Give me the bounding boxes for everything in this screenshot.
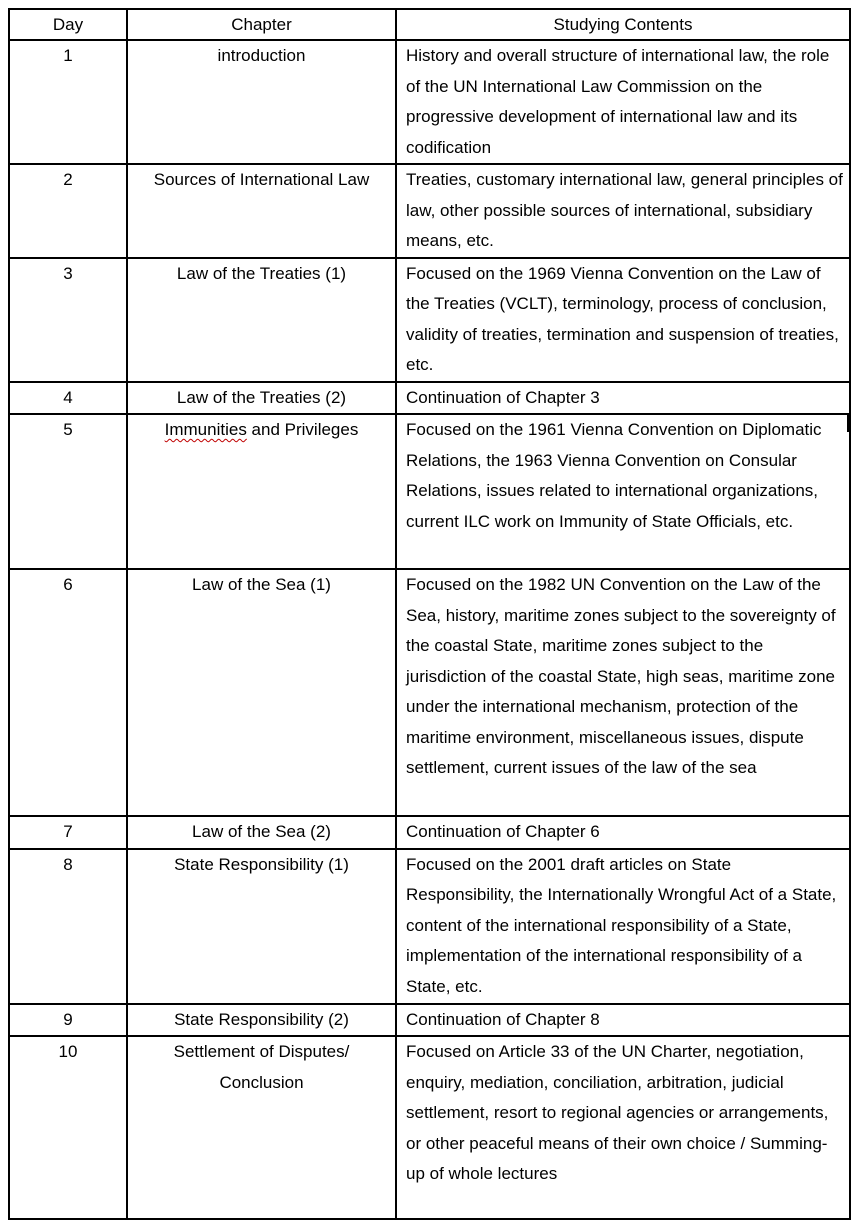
day-cell: 6 [9, 569, 127, 816]
chapter-cell: State Responsibility (1) [127, 849, 396, 1004]
misspelled-word: Immunities [164, 420, 247, 439]
chapter-cell: State Responsibility (2) [127, 1004, 396, 1037]
chapter-cell: Sources of International Law [127, 164, 396, 258]
day-cell: 5 [9, 414, 127, 569]
chapter-cell: Immunities and Privileges [127, 414, 396, 569]
contents-cell: Focused on the 1969 Vienna Convention on the Law of the Treaties (VCLT), terminology, process of conclusion, validity of treaties, termination and suspension of treaties, etc. [396, 258, 850, 382]
chapter-cell: Law of the Treaties (1) [127, 258, 396, 382]
table-row [9, 569, 850, 816]
table-row [9, 40, 850, 164]
table-row [9, 849, 850, 1004]
chapter-cell: introduction [127, 40, 396, 164]
chapter-cell: Law of the Sea (2) [127, 816, 396, 849]
chapter-cell: Settlement of Disputes/ Conclusion [127, 1036, 396, 1219]
chapter-cell: Law of the Treaties (2) [127, 382, 396, 415]
table-row [9, 816, 850, 849]
day-cell: 1 [9, 40, 127, 164]
day-cell: 3 [9, 258, 127, 382]
table-row [9, 164, 850, 258]
contents-cell: Focused on the 1982 UN Convention on the Law of the Sea, history, maritime zones subject to the sovereignty of the coastal State, maritime zones subject to the jurisdiction of the coastal State, high seas, maritime zone under the international mechanism, protection of the maritime environment, miscellaneous issues, dispute settlement, current issues of the law of the sea [396, 569, 850, 816]
contents-cell: History and overall structure of international law, the role of the UN International Law Commission on the progressive development of international law and its codification [396, 40, 850, 164]
contents-cell: Focused on Article 33 of the UN Charter, negotiation, enquiry, mediation, conciliation, arbitration, judicial settlement, resort to regional agencies or arrangements, or other peaceful means of their own choice / Summing-up of whole lectures [396, 1036, 850, 1219]
day-cell: 4 [9, 382, 127, 415]
header-chapter: Chapter [127, 9, 396, 40]
day-cell: 2 [9, 164, 127, 258]
chapter-cell: Law of the Sea (1) [127, 569, 396, 816]
table-row [9, 258, 850, 382]
header-row [9, 9, 850, 40]
day-cell: 7 [9, 816, 127, 849]
contents-cell: Continuation of Chapter 3 [396, 382, 850, 415]
table-row [9, 1036, 850, 1219]
contents-cell: Continuation of Chapter 6 [396, 816, 850, 849]
syllabus-table [8, 8, 851, 1220]
text-cursor-mark [847, 413, 851, 432]
table-row [9, 382, 850, 415]
header-studying-contents: Studying Contents [396, 9, 850, 40]
day-cell: 8 [9, 849, 127, 1004]
table-row [9, 414, 850, 569]
contents-cell: Focused on the 2001 draft articles on State Responsibility, the Internationally Wrongful Act of a State, content of the international responsibility of a State, implementation of the international responsibility of a State, etc. [396, 849, 850, 1004]
contents-cell: Treaties, customary international law, general principles of law, other possible sources of international, subsidiary means, etc. [396, 164, 850, 258]
day-cell: 10 [9, 1036, 127, 1219]
header-day: Day [9, 9, 127, 40]
contents-cell: Focused on the 1961 Vienna Convention on Diplomatic Relations, the 1963 Vienna Convention on Consular Relations, issues related to international organizations, current ILC work on Immunity of State Officials, etc. [396, 414, 850, 569]
day-cell: 9 [9, 1004, 127, 1037]
contents-cell: Continuation of Chapter 8 [396, 1004, 850, 1037]
table-row [9, 1004, 850, 1037]
